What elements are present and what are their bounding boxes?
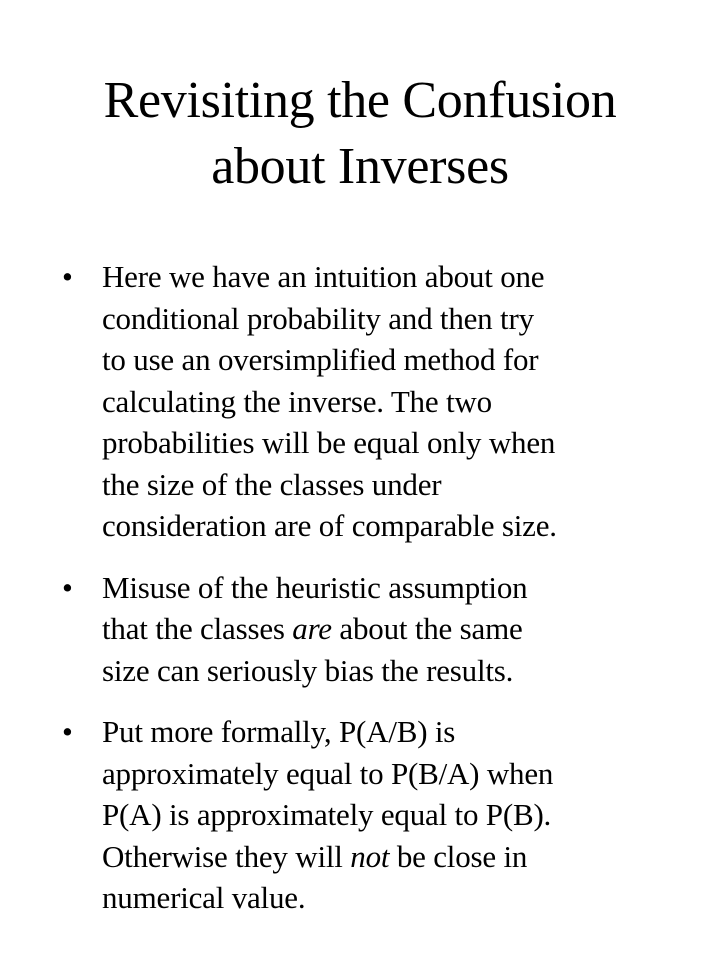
bullet-2-line: size can seriously bias the results. bbox=[102, 652, 514, 688]
bullet-1-line: to use an oversimplified method for bbox=[102, 342, 539, 377]
bullet-1-line: calculating the inverse. The two bbox=[102, 383, 492, 419]
bullet-3-line: numerical value. bbox=[102, 880, 306, 915]
bullet-3-line bbox=[102, 836, 702, 878]
bullet-list bbox=[62, 256, 702, 919]
bullet-2-text-segment: about the same bbox=[331, 611, 523, 646]
bullet-text-2 bbox=[102, 567, 702, 692]
bullet-item-2 bbox=[62, 567, 702, 692]
emphasis-are: are bbox=[292, 611, 332, 646]
bullet-item-3 bbox=[62, 711, 702, 919]
bullet-marker-icon: • bbox=[62, 569, 73, 605]
bullet-1-line: Here we have an intuition about one bbox=[102, 259, 545, 294]
slide-title bbox=[0, 68, 720, 200]
bullet-2-line: Misuse of the heuristic assumption bbox=[102, 569, 528, 605]
bullet-3-text-segment: be close in bbox=[389, 838, 528, 874]
bullet-1-line: consideration are of comparable size. bbox=[102, 508, 557, 543]
bullet-1-line: conditional probability and then try bbox=[102, 300, 534, 336]
bullet-3-line: approximately equal to P(B/A) when bbox=[102, 755, 554, 791]
bullet-text-1 bbox=[102, 256, 702, 547]
bullet-3-text-segment: Otherwise they will bbox=[102, 838, 351, 874]
bullet-1-line: probabilities will be equal only when bbox=[102, 425, 556, 460]
bullet-marker-icon: • bbox=[62, 714, 73, 749]
slide-title-line-2: about Inverses bbox=[211, 138, 509, 195]
emphasis-not: not bbox=[350, 838, 390, 874]
bullet-2-line bbox=[102, 608, 702, 650]
bullet-item-1 bbox=[62, 256, 702, 547]
bullet-marker-icon: • bbox=[62, 259, 73, 294]
bullet-3-line: Put more formally, P(A/B) is bbox=[102, 714, 456, 749]
bullet-text-3 bbox=[102, 711, 702, 919]
bullet-3-line: P(A) is approximately equal to P(B). bbox=[102, 797, 552, 832]
bullet-2-text-segment: that the classes bbox=[102, 611, 293, 646]
slide-title-line-1: Revisiting the Confusion bbox=[103, 72, 617, 129]
bullet-1-line: the size of the classes under bbox=[102, 466, 442, 502]
